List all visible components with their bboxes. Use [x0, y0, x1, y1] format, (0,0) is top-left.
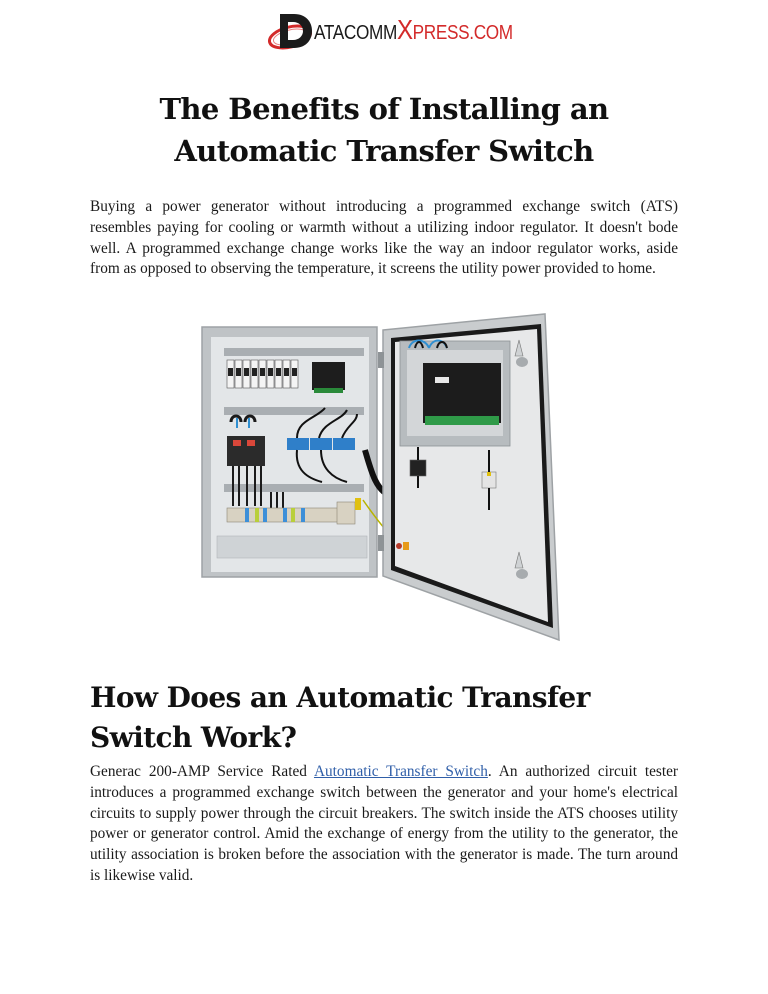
logo-text-press: PRESS.COM: [412, 22, 513, 44]
logo-text-datacomm: ATACOMM: [314, 22, 397, 44]
section-text-after-link: . An authorized circuit tester introduces a programmed exchange switch between the generator and your home's electrical circuits to supply power through the circuit breakers. The switch inside the ATS chooses utility power or generator control. Amid the exchange of energy from the utility to the generator, the utility association is broken before the association with the generator is made. The turn around is likewise valid.: [90, 763, 678, 884]
section-heading: How Does an Automatic Transfer Switch Work?: [90, 681, 590, 754]
logo-wordmark: [314, 14, 513, 45]
ats-panel-image: [197, 310, 563, 650]
article-title: The Benefits of Installing an Automatic Transfer Switch: [159, 92, 609, 168]
automatic-transfer-switch-link[interactable]: Automatic Transfer Switch: [313, 763, 488, 780]
section-paragraph: [90, 762, 678, 887]
intro-paragraph: Buying a power generator without introducing a programmed exchange switch (ATS) resembles paying for cooling or warmth without a utilizing indoor regulator. It doesn't bode well. A programmed exchange change works like the way an indoor regulator works, aside from as opposed to observing the temperature, it screens the utility power provided to home.: [90, 198, 678, 278]
site-logo[interactable]: [268, 8, 513, 52]
section-text-before-link: Generac 200-AMP Service Rated: [90, 763, 314, 780]
logo-text-x: X: [396, 14, 413, 45]
logo-d-swoosh-icon: [268, 10, 316, 52]
